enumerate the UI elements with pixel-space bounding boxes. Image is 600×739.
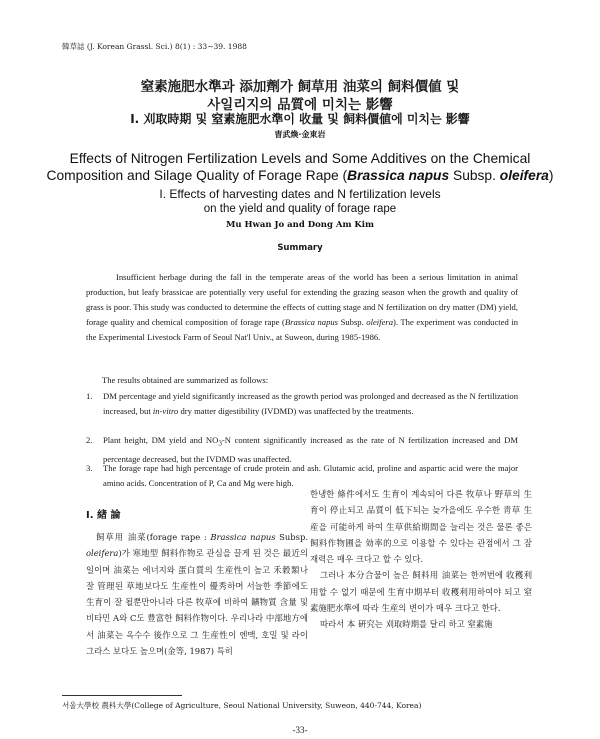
korean-title-line-2: 사일리지의 品質에 미치는 影響 (207, 97, 393, 113)
summary-paragraph-2: The results obtained are summarized as follows: (102, 375, 269, 385)
introduction-right-paragraph-1: 한냉한 條件에서도 生育이 계속되어 다른 牧草나 野草의 生育이 停止되고 品質이 低下되는 늦가을에도 우수한 靑草 生産을 可能하게 하여 生草供給期間을 늘리는 것은 물론 좋은 飼料作物圃을 効率的으로 이용할 수 있다는 관점에서 그 잠재력은 매우 크다고 할 수 있다. (310, 489, 532, 565)
english-title-line-1: Effects of Nitrogen Fertilization Levels and Some Additives on the Chemical (69, 151, 531, 166)
summary-result-item: 3. The forage rape had high percentage of crude protein and ash. Glutamic acid, proline and aspartic acid were the major amino acids. Concentration of P, Ca and Mg were high. (86, 463, 518, 488)
introduction-left-column: 飼草用 油菜(forage rape : Brassica napus Subsp. oleifera)가 寒地型 飼料作物로 관심을 끌게 된 것은 最近의 일이며 油菜는 에너지와 蛋白質의 生産性이 높고 禾穀類나 잘 管理된 草地보다도 生産性이 優秀하며 서늘한 季節에도 生育이 잘 될뿐만아니라 다른 牧草에 비하여 鑛物質 含量 및 비타민 A와 C도 豊富한 飼料作物이다. 우리나라 中部地方에서 油菜는 옥수수 後作으로 그 生産性이 엔맥, 호밀 및 라이그라스 보다도 높으며(金等, 1987) 특히 (86, 532, 308, 657)
introduction-right-column (310, 486, 532, 633)
summary-result-item: 2. Plant height, DM yield and $NO_3-N$ content significantly increased as the rate of N fertilization increased and DM percentage decreased, but the IVDMD was unaffected. (86, 435, 518, 464)
introduction-heading: I. 緖 論 (86, 510, 121, 521)
korean-subtitle: I. 刈取時期 및 窒素施肥水準이 收量 및 飼料價値에 미치는 影響 (130, 112, 470, 126)
english-title-line-2: Composition and Silage Quality of Forage Rape (Brassica napus Subsp. oleifera) (46, 168, 554, 183)
summary-heading: Summary (277, 243, 323, 253)
affiliation-footnote: 서울大學校 農科大學(College of Agriculture, Seoul National University, Suweon, 440-744, Korea) (62, 701, 422, 710)
introduction-right-paragraph-2: 그러나 本分合물이 높은 飼料用 油菜는 한꺼번에 收穫利用할 수 없기 때문에 生育中期부터 收穫利用하여야 되고 窒素施肥水準에 따라 生産의 변이가 매우 크다고 한다. (310, 570, 532, 614)
english-subtitle-line-1: I. Effects of harvesting dates and N fertilization levels (159, 187, 441, 201)
journal-citation: 韓草誌 (J. Korean Grassl. Sci.) 8(1) : 33∼39. 1988 (62, 42, 247, 51)
introduction-right-paragraph-3: 따라서 本 硏究는 刈取時期를 달리 하고 窒素施 (320, 619, 493, 630)
english-authors: Mu Hwan Jo and Dong Am Kim (225, 220, 375, 230)
summary-paragraph-1: Insufficient herbage during the fall in the temperate areas of the world has been a serious limitation in animal production, but leafy brassicae are potentially very useful for extending the grazing season when the growth and quality of grass is poor. This study was conducted to determine the effects of cutting stage and N fertilization on dry matter (DM) yield, forage quality and chemical composition of forage rape (Brassica napus Subsp. oleifera). The experiment was conducted in the Experimental Livestock Farm of Seoul Nat'l Univ., at Suweon, during 1985-1986. (86, 272, 519, 342)
korean-title-line-1: 窒素施肥水準과 添加劑가 飼草用 油菜의 飼料價値 및 (140, 79, 460, 95)
footnote-divider (62, 695, 182, 696)
english-subtitle-line-2: on the yield and quality of forage rape (203, 203, 397, 215)
summary-result-item: 1. DM percentage and yield significantly increased as the growth period was prolonged and decreased as the N fertilization increased, but in-vitro dry matter digestibility (IVDMD) was unaffected by the treatments. (86, 391, 518, 416)
korean-authors: 曺武煥·金東岩 (274, 130, 326, 139)
page-number: -33- (292, 725, 308, 735)
